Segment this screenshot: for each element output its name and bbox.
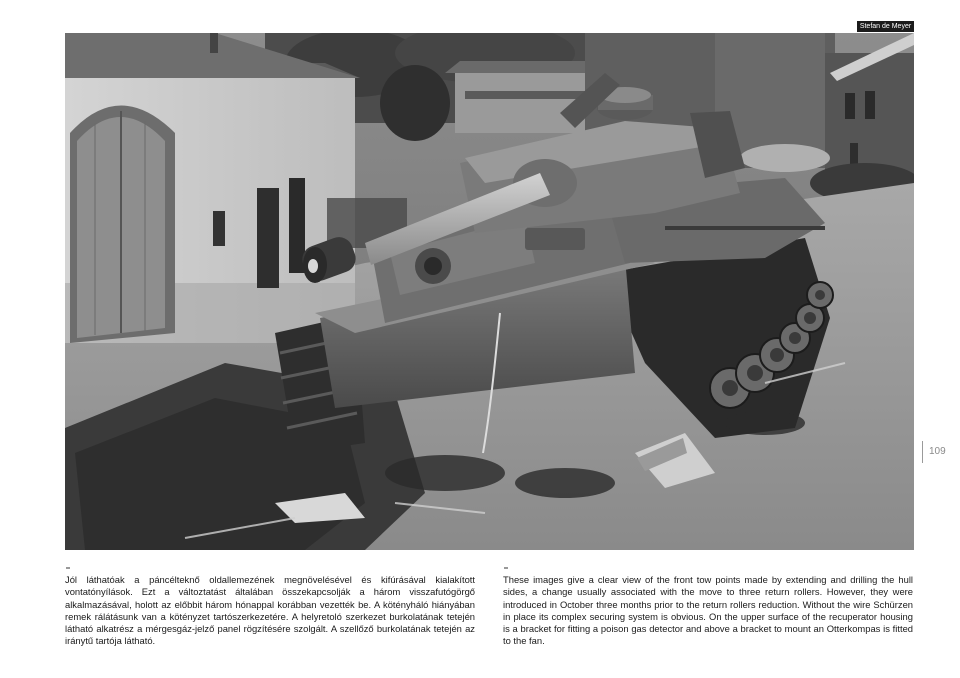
caption-marker-en [504, 567, 508, 569]
page-number: 109 [922, 441, 946, 463]
photo-destroyed-tank [65, 33, 914, 550]
caption-hungarian: Jól láthatóak a páncélteknő oldallemezének megnövelésével és kifúrásával kialakított vontatónyílások. Ezt a változtatást általában összekapcsolják a három visszafutógörgő alkalmazásával, holott az előbbit három hónappal korábban vezették be. A kötényháló hiányában remek rálátásunk van a kötényzet tartószerkezetére. A helyretoló szerkezet burkolatának tetején látható alkatrész a mérgesgáz-jelző panel rögzítésére szolgált. A szellőző burkolatának tetején az iránytű tartója látható. [65, 574, 475, 647]
photo-credit: Stefan de Meyer [857, 21, 914, 32]
caption-marker-hu [66, 567, 70, 569]
photo-destroyed-panzer-iv-in-village [65, 33, 914, 550]
caption-english: These images give a clear view of the front tow points made by extending and drilling the hull sides, a change usually associated with the move to three return rollers. However, they were introduced in October three months prior to the return rollers reduction. Without the wire Schürzen in place its complex securing system is obvious. On the upper surface of the recuperator housing is a bracket for fitting a poison gas detector and above a bracket to mount an Otterkompas is fitted to the fan. [503, 574, 913, 647]
